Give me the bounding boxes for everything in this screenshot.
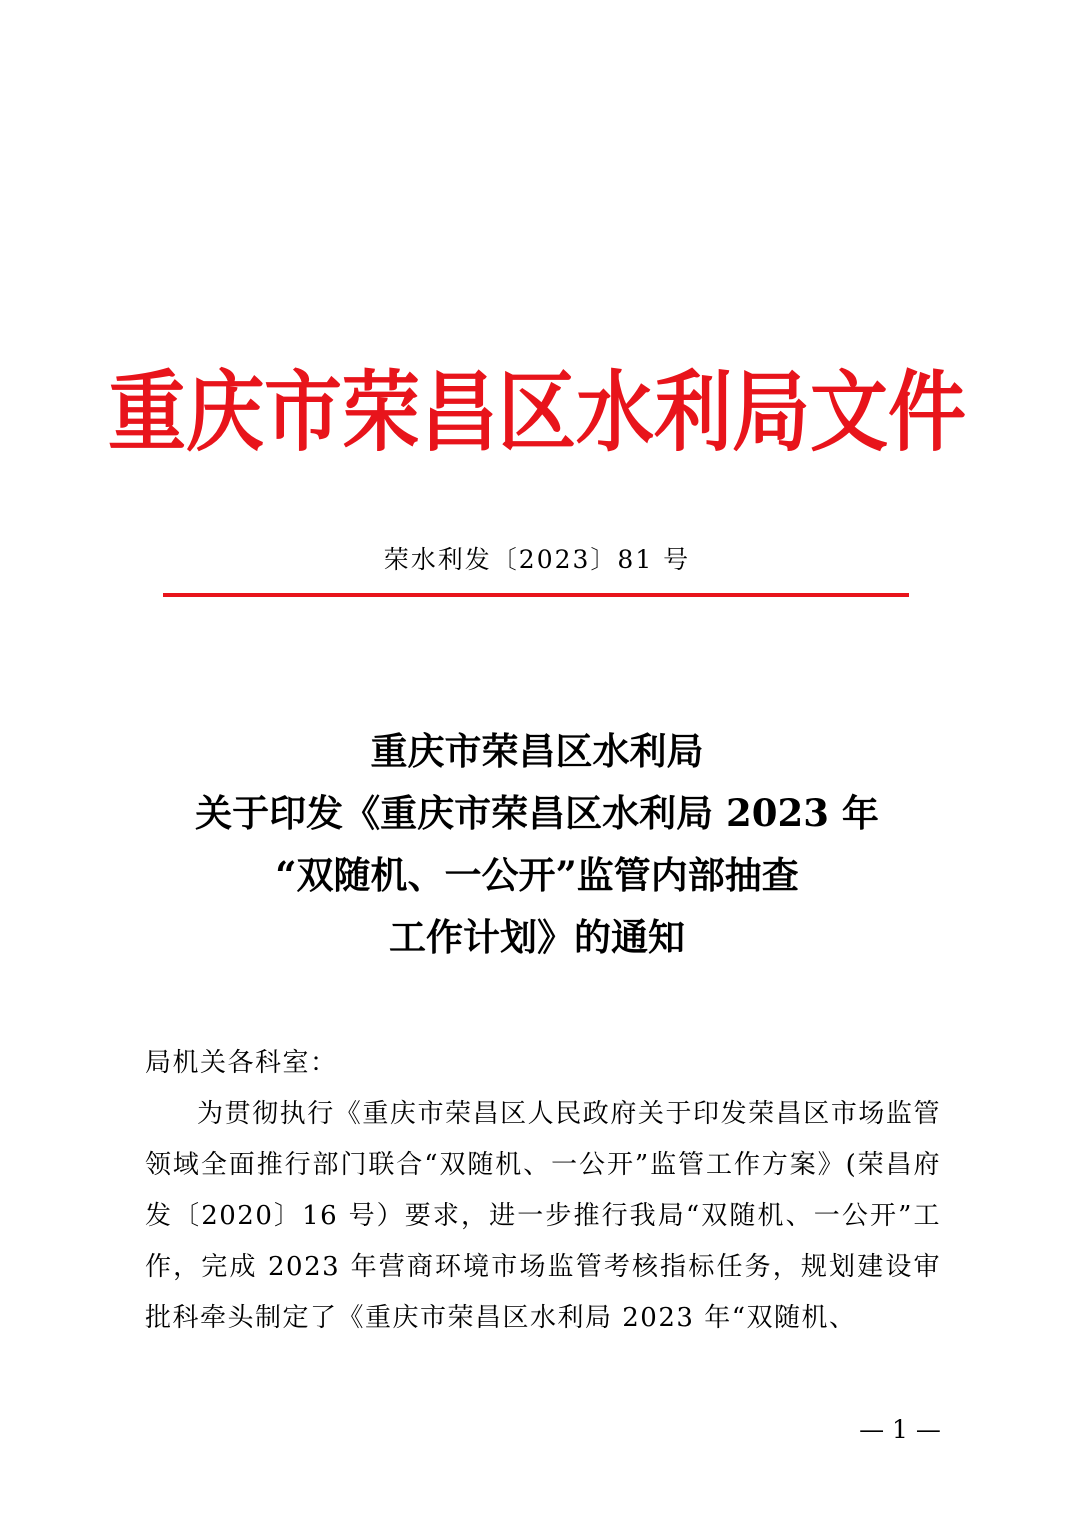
title-line-2: 关于印发《重庆市荣昌区水利局 2023 年 (195, 791, 879, 835)
title-line-3: “双随机、一公开”监管内部抽查 (275, 853, 799, 897)
salutation: 局机关各科室： (145, 1048, 338, 1078)
document-number: 荣水利发〔2023〕81 号 (383, 545, 691, 574)
masthead-title: 重庆市荣昌区水利局文件 (107, 363, 966, 464)
title-line-4: 工作计划》的通知 (389, 915, 685, 959)
body-paragraph: 为贯彻执行《重庆市荣昌区人民政府关于印发荣昌区市场监管领域全面推行部门联合“双随机、一公开”监管工作方案》(荣昌府发〔2020〕16 号）要求，进一步推行我局“双随机、一公开”工作，完成 2023 年营商环境市场监管考核指标任务，规划建设审批科牵头制定了《重庆市荣昌区水利局 2023 年“双随机、 (145, 1099, 941, 1333)
red-divider-line (163, 593, 909, 597)
title-line-1: 重庆市荣昌区水利局 (370, 729, 704, 773)
page-number: — 1 — (859, 1415, 941, 1444)
body-text (145, 1038, 941, 1344)
notice-title (0, 720, 1074, 968)
